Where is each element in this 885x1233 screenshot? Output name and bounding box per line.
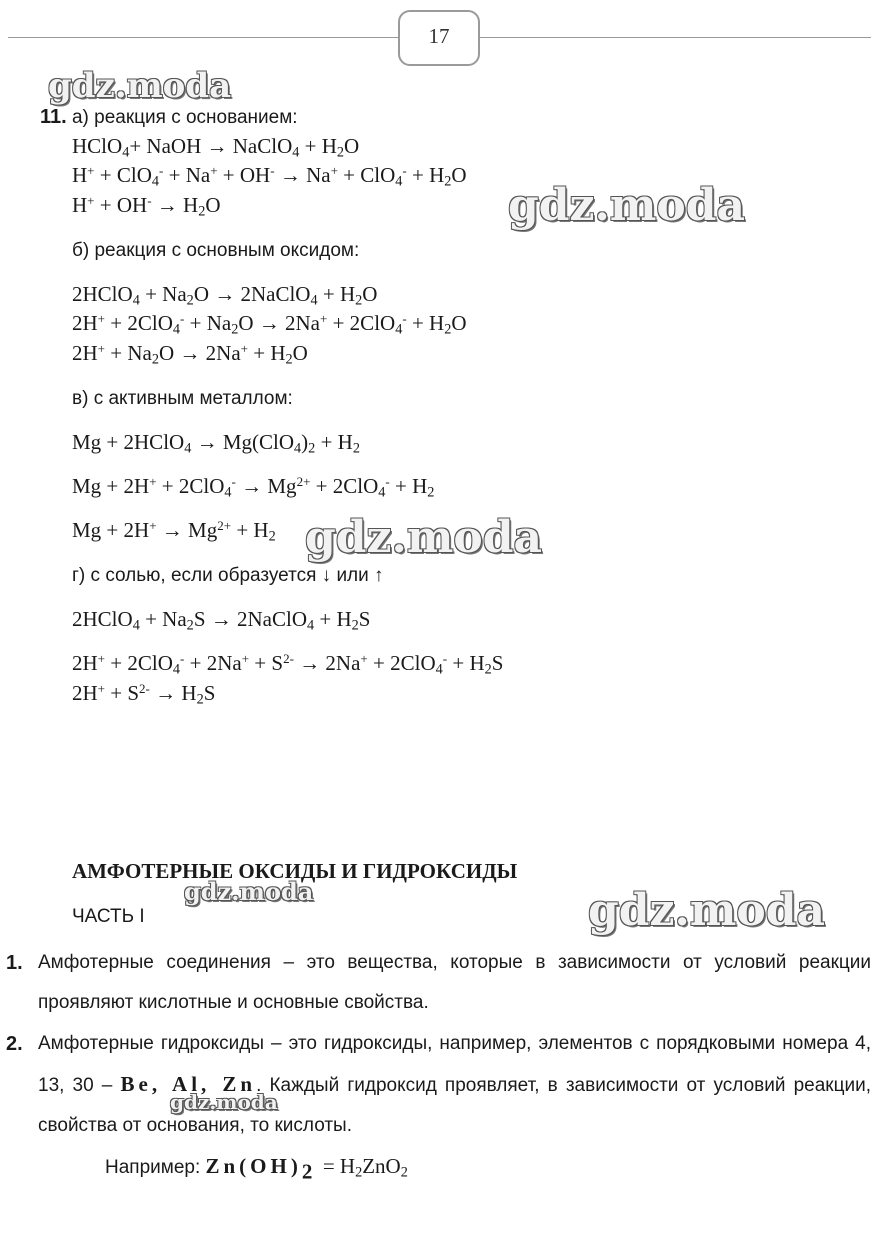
item-2-text: [38, 1024, 871, 1146]
task-11-c-label: в) с активным металлом:: [72, 388, 293, 409]
header-rule-left: [8, 37, 398, 38]
equation-c3: $Mg + 2H^+ \to Mg^{2+} + H_2$: [72, 517, 276, 545]
task-11-b-label: б) реакция с основным оксидом:: [72, 240, 360, 261]
section-title: АМФОТЕРНЫЕ ОКСИДЫ И ГИДРОКСИДЫ: [72, 859, 518, 883]
item-2-text-before: Амфотерные гидроксиды – это гидроксиды, например, элементов с порядковыми номера 4, 13, 30 –: [38, 1033, 871, 1096]
section-part: ЧАСТЬ I: [72, 906, 145, 927]
equation-b3: $2H^+ + Na_2O \to 2Na^+ + H_2O$: [72, 340, 308, 368]
equation-b1: 2HClO$_4$ + $Na_2O$ → 2NaClO$_4$ + $H_2O$: [72, 282, 378, 309]
item-1-text: Амфотерные соединения – это вещества, которые в зависимости от условий реакции проявляют кислотные и основные свойства.: [38, 952, 871, 1013]
watermark: gdz.moda: [508, 180, 746, 231]
example-formula: Zn(OH): [205, 1154, 302, 1178]
example-result: = $H_2ZnO_2$: [317, 1154, 408, 1181]
task-11: [40, 104, 298, 129]
header-rule-right: [476, 37, 871, 38]
equation-c1: Mg + 2HClO$_4$ → $Mg(ClO_4)_2 + H_2$: [72, 430, 360, 457]
example-line: [105, 1154, 408, 1184]
item-2-number: 2.: [6, 1033, 23, 1055]
equation-d1: 2HClO$_4$ + $Na_2S$ → 2NaClO$_4$ + $H_2S$: [72, 607, 371, 634]
watermark: gdz.moda: [170, 1090, 278, 1114]
example-formula-sub: 2: [301, 1159, 313, 1184]
watermark: gdz.moda: [305, 512, 543, 563]
equation-a2: $H^+ + ClO_4^- + Na^+ + OH^- \to Na^+ + ClO_4^- + H_2O$: [72, 162, 467, 190]
item-1-number: 1.: [6, 952, 23, 974]
page-number: 17: [398, 10, 480, 66]
equation-a3: $H^+ + OH^- \to H_2O$: [72, 192, 221, 220]
watermark: gdz.moda: [588, 885, 826, 936]
task-number: 11.: [40, 106, 67, 128]
item-2-elements: Be, Al, Zn: [120, 1072, 257, 1096]
task-11-d-label: г) с солью, если образуется ↓ или ↑: [72, 565, 384, 586]
watermark: gdz.moda: [48, 66, 232, 106]
equation-d2: $2H^+ + 2ClO_4^- + 2Na^+ + S^{2-} \to 2Na^+ + 2ClO_4^- + H_2S$: [72, 650, 504, 678]
item-2-text-after: . Каждый гидроксид проявляет, в зависимости от условий реакции, свойства от основания, то кислоты.: [38, 1075, 872, 1136]
equation-a1: HClO$_4$+ NaOH → NaClO$_4$ + $H_2O$: [72, 134, 360, 161]
example-label: Например:: [105, 1157, 201, 1178]
watermark: gdz.moda: [184, 877, 314, 906]
task-11-a-label: а) реакция с основанием:: [71, 107, 298, 128]
equation-b2: $2H^+ + 2ClO_4^- + Na_2O \to 2Na^+ + 2ClO_4^- + H_2O$: [72, 310, 467, 338]
equation-c2: $Mg + 2H^+ + 2ClO_4^- \to Mg^{2+} + 2ClO_4^- + H_2$: [72, 473, 435, 501]
equation-d3: $2H^+ + S^{2-} \to H_2S$: [72, 680, 216, 708]
